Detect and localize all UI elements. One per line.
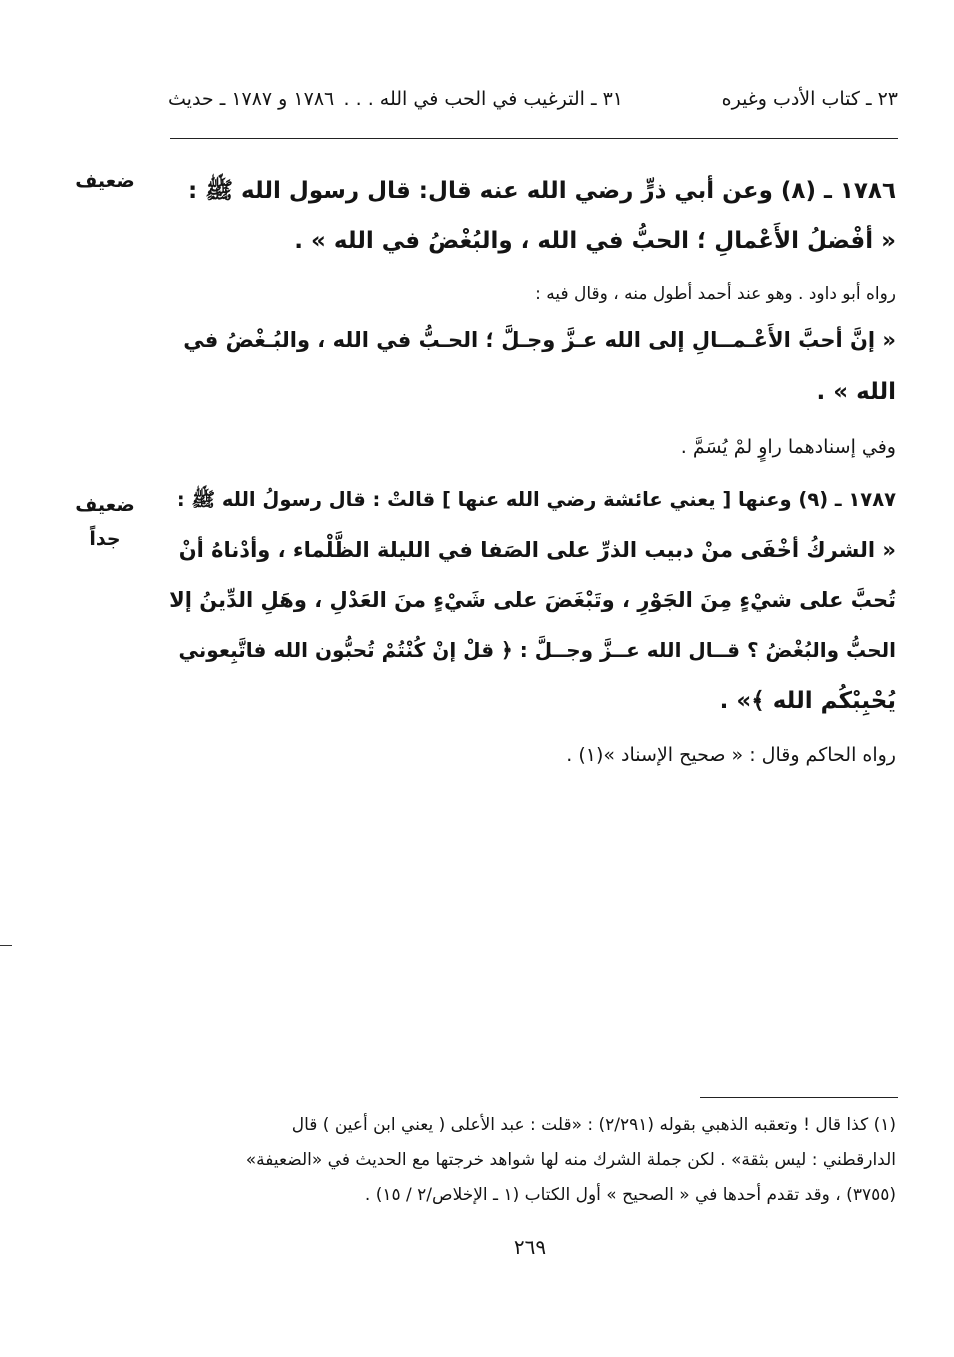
header-book-title: ٢٣ ـ كتاب الأدب وغيره: [721, 88, 898, 110]
hadith-1787-matn-line2: تُحبَّ على شيْءٍ مِنَ الجَوْرِ ، وتَبْغَضَ على شَيْءٍ منَ العَدْلِ ، وهَلِ الدِّينُ إلا: [169, 588, 896, 612]
footnote-rule: [700, 1097, 898, 1098]
margin-mark: [0, 945, 12, 946]
grade-label-1787: [70, 488, 140, 556]
hadith-1786-variant-line2: الله » .: [816, 379, 896, 405]
page-number: ٢٦٩: [513, 1235, 547, 1259]
hadith-1786-variant-line1: « إنَّ أحبَّ الأَعْـمــالِ إلى الله عـزَّ وجـلَّ ؛ الحـبُّ في الله ، والبُـغْضُ في: [183, 328, 896, 352]
grade-label-1786: ضعيف: [75, 170, 135, 192]
hadith-1787-matn-line1: « الشركُ أخْفَى منْ دبيب الذرِّ على الصَفا في الليلة الظَّلْماء ، وأدْناهُ أنْ: [178, 538, 896, 562]
grade-label-1787-line1: ضعيف: [75, 494, 135, 516]
footnote-line2: الدارقطني : ليس بثقة» . لكن جملة الشرك منه لها شواهد خرجتها مع الحديث في «الضعيفة»: [245, 1150, 896, 1170]
header-section-title: ٣١ ـ الترغيب في الحب في الله . . .: [343, 88, 623, 110]
footnote-line3: (٣٧٥٥) ، وقد تقدم أحدها في « الصحيح » أول الكتاب (١ ـ الإخلاص/٢ / ١٥) .: [364, 1185, 896, 1205]
hadith-1786-intro: ١٧٨٦ ـ (٨) وعن أبي ذرٍّ رضي الله عنه قال: قال رسول الله ﷺ :: [188, 178, 896, 204]
running-header: [168, 88, 898, 118]
footnote-line1: (١) كذا قال ! وتعقبه الذهبي بقوله (٢/٢٩١) : «قلت : عبد الأعلى ( يعني ابن أعين ) قال: [291, 1115, 896, 1135]
header-hadith-range: ١٧٨٦ و ١٧٨٧ ـ حديث: [168, 88, 335, 110]
hadith-1787-source: رواه الحاكم وقال : « صحيح الإسناد »(١) .: [566, 744, 896, 766]
grade-label-1787-line2: جداً: [89, 528, 121, 550]
hadith-1787-intro: ١٧٨٧ ـ (٩) وعنها [ يعني عائشة رضي الله عنها ] قالتْ : قال رسولُ الله ﷺ :: [176, 488, 896, 511]
hadith-1786-source: رواه أبو داود . وهو عند أحمد أطول منه ، وقال فيه :: [535, 284, 896, 304]
header-rule: [170, 138, 898, 139]
hadith-1786-matn: « أفْضلُ الأَعْمالِ ؛ الحبُّ في الله ، والبُغْضُ في الله » .: [294, 228, 896, 254]
hadith-1787-matn-line4: يُحْبِبْكُم الله ﴾» .: [719, 688, 896, 714]
hadith-1787-matn-line3: الحبُّ والبُغْضُ ؟ قــال الله عــزَّ وجــلَّ : ﴿ قلْ إنْ كُنْتُمْ تُحبُّون الله فاتَّبِعوني: [178, 638, 896, 662]
hadith-1786-isnad-note: وفي إسنادهما راوٍ لمْ يُسَمَّ .: [680, 436, 896, 458]
